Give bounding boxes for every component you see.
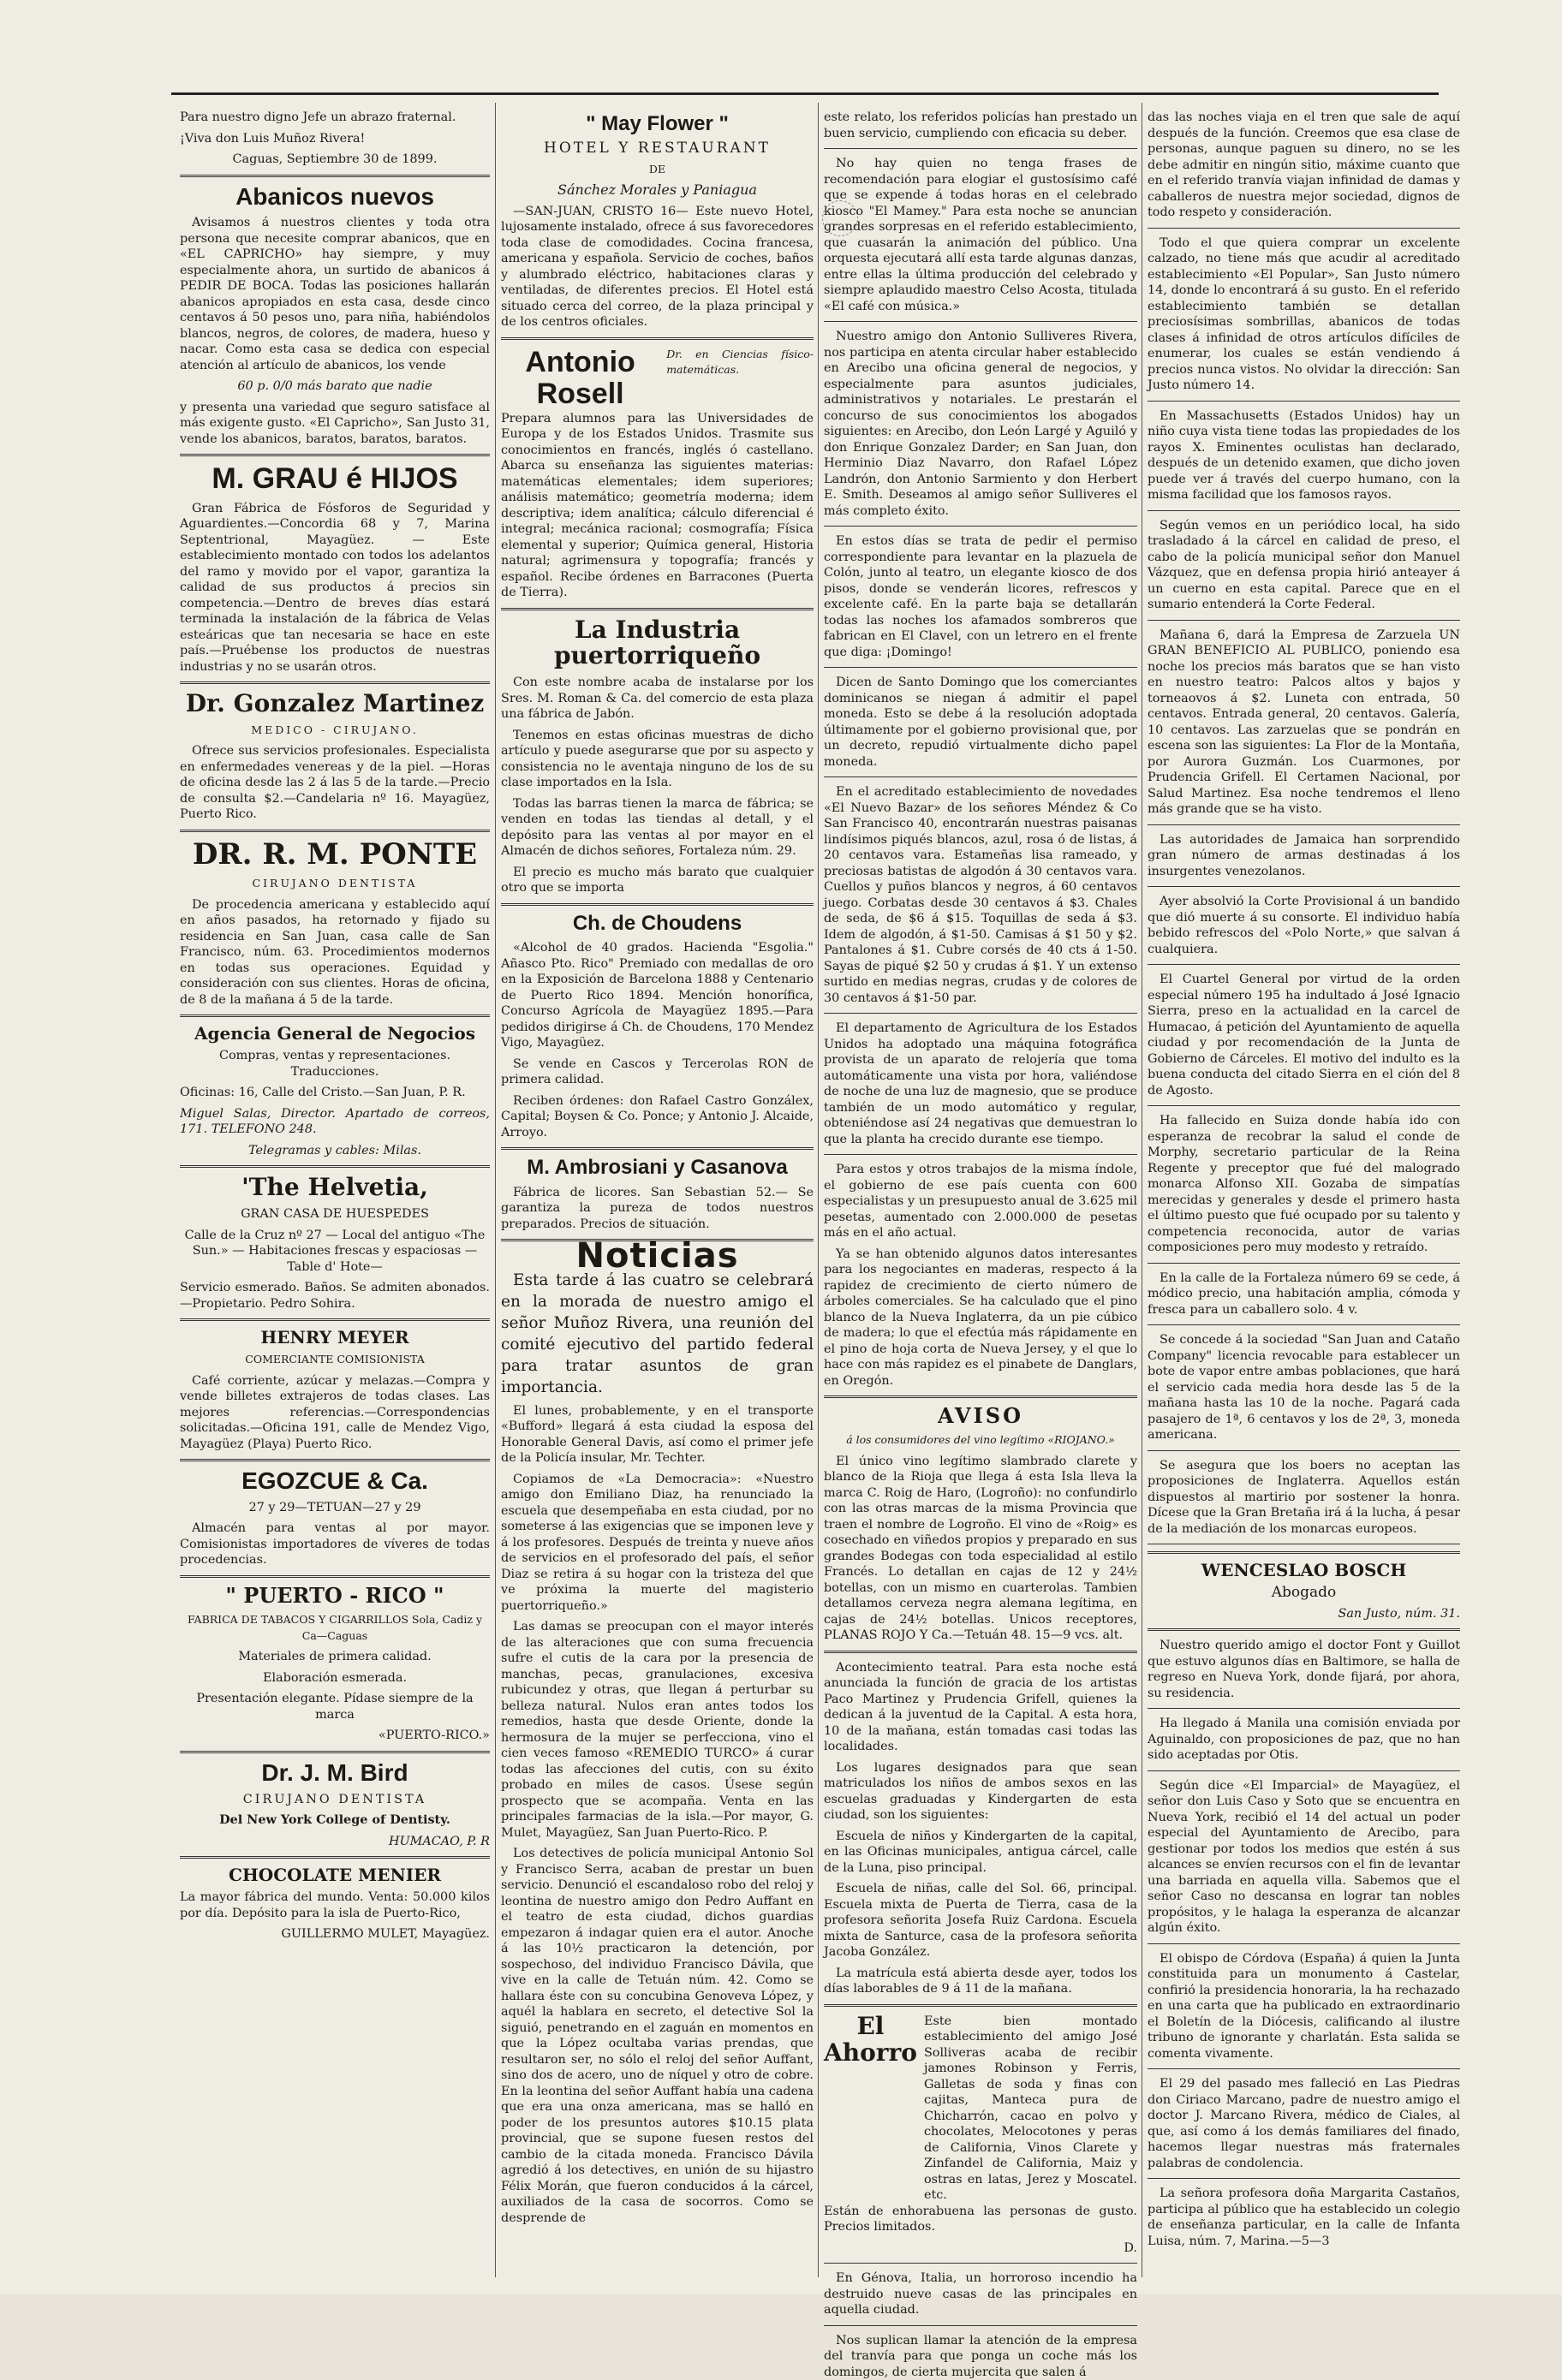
ad-body: De procedencia americana y establecido aquí en años pasados, ha retornado y fijado su residencia en San Juan, casa calle de San Francisco, núm. 63. Procedimientos modernos en todas sus operaciones. Equidad y consideración con sus clientes. Horas de oficina, de 8 de la mañana á 5 de la tarde. [180,897,490,1007]
article-body: Tenemos en estas oficinas muestras de dicho artículo y puede asegurarse que por su aspecto y consistencia no le aventaja ninguno de los de su clase importados en la Isla. [501,728,814,790]
column-rule [818,103,819,2277]
divider [824,2004,1137,2007]
column-2 [501,110,814,2267]
closing-line: Para nuestro digno Jefe un abrazo fraternal. [180,110,456,124]
ad-body: Telegramas y cables: Milas. [248,1143,421,1157]
news-item: En la calle de la Fortaleza número 69 se cede, á módico precio, una habitación amplia, cómoda y fresca para un caballero solo. 4 v. [1148,1270,1460,1317]
ad-body: El único vino legítimo slambrado clarete y blanco de la Rioja que llega á esta Isla lleva la marca C. Roig de Haro, (Logroño): no confundirlo con las otras marcas de la misma Provincia que traen el nombre de Logroño. El vino de «Roig» es cosechado en viñedos propios y preparado en sus grandes Bodegas con toda especialidad al estilo Francés. Lo detallan en cajas de 12 y 24½ botellas, con un mismo en cuarterolas. Tambien detallamos cerveza negra alemana legítima, en cajas de 24½ botellas. Unicos receptores, PLANAS ROJO Y Ca.—Tetuán 48. 15—9 vcs. alt. [824,1454,1137,1643]
divider [180,454,490,456]
ad-body: Calle de la Cruz nº 27 — Local del antiguo «The Sun.» — Habitaciones frescas y espaciosas — Table d' Hote— [184,1228,486,1274]
divider [824,321,1137,322]
news-item: En Massachusetts (Estados Unidos) hay un niño cuya vista tiene todas las propiedades de los rayos X. Eminentes oculistas han declarado, después de un detenido examen, que dicho joven puede ver á través del cuerpo humano, con la misma facilidad que los famosos rayos. [1148,408,1460,502]
ad-body: y presenta una variedad que seguro satisface al más exigente gusto. «El Capricho», San Justo 31, vende los abanicos, baratos, baratos, baratos. [180,400,490,446]
news-item: Según dice «El Imparcial» de Mayagüez, el señor don Luis Caso y Soto que se encuentra en Nueva York, recibió el 14 del actual un poder especial del Ayuntamiento de Arecibo, para gestionar por todos los medios que estén á sus alcances se envíen recursos con el fin de levantar una barriada en aquella villa. Sabemos que el señor Caso no descansa en lograr tan nobles propósitos, y le halaga la esperanza de alcanzar algún éxito. [1148,1778,1460,1935]
ad-body: La mayor fábrica del mundo. Venta: 50.000 kilos por día. Depósito para la isla de Puerto-Rico, [180,1890,490,1920]
divider [1148,1551,1460,1554]
ad-subtitle: GRAN CASA DE HUESPEDES [241,1207,429,1222]
divider [1148,620,1460,621]
ad-body: Avisamos á nuestros clientes y toda otra persona que necesite comprar abanicos, que en «EL CAPRICHO» hay siempre, y muy especialmente ahora, un surtido de abanicos á PEDIR DE BOCA. Todas las posiciones hallarán abanicos apropiados en esta casa, desde cinco centavos á 50 pesos uno, para niña, habiéndolos blancos, negros, de colores, de madera, hueso y nacar. Como esta casa se dedica con especial atención al artículo de abanicos, los vende [180,216,490,372]
news-item: Los lugares designados para que sean matriculados los niños de ambos sexos en las escuelas graduadas y Kindergarten de esta ciudad, son los siguientes: [824,1760,1137,1823]
ad-body: Café corriente, azúcar y melazas.—Compra y vende billetes extrajeros de todas clases. Las mejores referencias.—Correspondencias solicitadas.—Oficina 191, calle de Mendez Vigo, Mayagüez (Playa) Puerto Rico. [180,1373,490,1451]
ad-heading: El Ahorro [824,2011,917,2067]
ad-heading: Abanicos nuevos [235,182,434,210]
divider [180,1575,490,1578]
news-item: Se concede á la sociedad "San Juan and Cataño Company" licencia revocable para establecer un bote de vapor entre ambas poblaciones, que hará el servicio cada media hora desde las 5 de la mañana hasta las 10 de la noche. Pagará cada pasajero de 1ª, 6 centavos y los de 2ª, 3, moneda americana. [1148,1333,1460,1442]
ad-heading: AVISO [938,1403,1023,1428]
section-heading: Noticias [575,1236,739,1276]
divider [824,1154,1137,1155]
news-item: Ayer absolvió la Corte Provisional á un bandido que dió muerte á su consorte. El individuo había bebido refrescos del «Polo Norte,» que salvan á cualquiera. [1148,895,1460,956]
column-rule [495,103,496,2277]
news-item: La matrícula está abierta desde ayer, todos los días laborables de 9 á 11 de la mañana. [824,1966,1137,1996]
divider [824,2325,1137,2326]
news-item: Escuela de niñas, calle del Sol. 66, principal. Escuela mixta de Puerta de Tierra, casa de la profesora señorita Josefa Ruiz Cardona. Escuela mixta de Santurce, casa de la profesora señorita Jacoba González. [824,1882,1137,1960]
divider [1148,1943,1460,1944]
divider [1148,1770,1460,1771]
divider [1148,2068,1460,2069]
divider [1148,1263,1460,1264]
news-item: Ha fallecido en Suiza donde había ido con esperanza de recobrar la salud el conde de Morphy, secretario particular de la Reina Regente y preceptor que fué del malogrado monarca Alfonso XII. Gozaba de simpatías merecidas y generales y desde el primero hasta el último puesto que fué ocupado por su talento y competencia reconocida, autor de varias composiciones pero muy modesto y retraído. [1148,1114,1460,1254]
news-item: En Génova, Italia, un horroroso incendio ha destruido nueve casas de las principales en aquella ciudad. [824,2271,1137,2318]
column-3 [824,110,1137,2379]
news-item: Ha llegado á Manila una comisión enviada por Aguinaldo, con proposiciones de paz, que no han sido aceptadas por Otis. [1148,1717,1460,1762]
ad-subtitle: Abogado [1271,1584,1337,1601]
ad-body: «Alcohol de 40 grados. Hacienda "Esgolia." Añasco Pto. Rico" Premiado con medallas de oro en la Exposición de Barcelona 1888 y Centenario de Puerto Rico 1894. Mención honorífica, Concurso Agrícola de Mayagüez 1895.—Para pedidos dirigirse á Ch. de Choudens, 170 Mendez Vigo, Mayagüez. [501,941,814,1050]
ad-heading: HENRY MEYER [260,1327,409,1348]
divider [1148,1450,1460,1451]
news-item: El 29 del pasado mes falleció en Las Piedras don Ciriaco Marcano, padre de nuestro amigo el doctor J. Marcano Rivera, médico de Ciales, al que, así como á los demás familiares del finado, hacemos llegar nuestras más fraternales palabras de condolencia. [1148,2077,1460,2170]
ad-heading: Agencia General de Negocios [194,1023,475,1044]
divider [180,830,490,832]
news-item: La señora profesora doña Margarita Castaños, participa al público que ha establecido un colegio de enseñanza particular, en la calle de Infanta Luisa, núm. 7, Marina.—5—3 [1148,2187,1460,2248]
ad-body: Presentación elegante. Pídase siempre de la marca [196,1692,474,1722]
news-item: Mañana 6, dará la Empresa de Zarzuela UN GRAN BENEFICIO AL PUBLICO, poniendo esa noche los precios más baratos que se han visto en nuestro teatro: Palcos altos y bajos y torneaovos á $2. Luneta con entrada, 50 centavos. Entrada general, 20 centavos. Galería, 10 centavos. Las zarzuelas que se pondrán en escena son las siguientes: La Flor de la Montaña, por Aurora Guzmán. Los Cuarmones, por Prudencia Grifell. El Certamen Nacional, por Salud Martinez. Esa noche tendremos el lleno más grande que se ha visto. [1148,628,1460,816]
dateline: Caguas, Septiembre 30 de 1899. [232,152,438,166]
column-4 [1148,110,1460,2267]
divider [1148,1105,1460,1106]
ad-heading: M. GRAU é HIJOS [212,462,458,496]
news-item: Nuestro querido amigo el doctor Font y Guillot que estuvo algunos días en Baltimore, se halla de regreso en Nueva York, donde fijará, por ahora, su residencia. [1148,1639,1460,1700]
ad-body: HUMACAO, P. R [388,1834,490,1848]
ad-subtitle: Sánchez Morales y Paniagua [557,181,757,199]
news-item: Acontecimiento teatral. Para esta noche está anunciada la función de gracia de los artistas Paco Martinez y Prudencia Grifell, quienes la dedican á la juventud de la Capital. A esta hora, 10 de la mañana, están tomadas casi todas las localidades. [824,1660,1137,1754]
divider [180,1459,490,1461]
divider [180,1751,490,1753]
ad-body: Elaboración esmerada. [262,1670,408,1685]
divider [1148,2178,1460,2179]
ad-body: Ofrece sus servicios profesionales. Especialista en enfermedades venereas y de la piel. —Horas de oficina desde las 2 á las 5 de la tarde.—Precio de consulta $2.—Candelaria nº 16. Mayagüez, Puerto Rico. [180,744,490,822]
column-1 [180,110,490,2267]
news-item: Todo el que quiera comprar un excelente calzado, no tiene más que acudir al acreditado establecimiento «El Popular», San Justo número 14, donde lo encontrará á su gusto. En el referido establecimiento también se detallan preciosísimas sombrillas, abanicos de todas clases á infinidad de otros artículos difíciles de enumerar, los cuales se están vendiendo á precios nunca vistos. No olvidar la dirección: San Justo número 14. [1148,235,1460,392]
news-item: No hay quien no tenga frases de recomendación para elogiar el gustosísimo café que se expende á todas horas en el celebrado kiosco "El Mamey." Para esta noche se anuncian grandes sorpresas en el referido establecimiento, que cuasarán la animación del público. Una orquesta ejecutará allí esta tarde algunas danzas, entre ellas la última producción del celebrado y siempre aplaudido maestro Celso Acosta, titulada «El café con música.» [824,157,1137,313]
news-item: Según vemos en un periódico local, ha sido trasladado á la cárcel en calidad de preso, el cabo de la policía municipal señor don Manuel Vázquez, que en defensa propia hirió anteayer á un cuerno en esta capital. Parece que en el sumario entenderá la Corte Federal. [1148,518,1460,611]
divider [180,1318,490,1321]
news-item: Copiamos de «La Democracia»: «Nuestro amigo don Emiliano Diaz, ha renunciado la escuela que desempeñaba en esta ciudad, por no someterse á las exigencias que se imponen leve y á los profesores. Después de treinta y nueve años de servicios en el profesorado del país, el señor Diaz se retira á su hogar con la tristeza del que ve próxima la muerte del magisterio puertorriqueño.» [501,1472,814,1613]
ad-heading: CHOCOLATE MENIER [228,1865,442,1886]
divider [824,148,1137,149]
divider [180,1856,490,1859]
news-item: El departamento de Agricultura de los Estados Unidos ha adoptado una máquina fotográfica provista de un aparato de relojería que toma automáticamente una vista por hora, valiéndose de noche de una luz de magnesio, que se produce también de un modo automático y regular, obteniéndose así 24 negativas que demuestran lo que la planta ha crecido durante ese tiempo. [824,1021,1137,1146]
ad-subtitle: MEDICO - CIRUJANO. [251,723,419,736]
divider [824,667,1137,668]
ad-subtitle: Dr. en Ciencias físico-matemáticas. [666,347,814,377]
ad-subtitle: CIRUJANO DENTISTA [252,877,418,890]
divider [1148,510,1460,511]
ad-body: Gran Fábrica de Fósforos de Seguridad y Aguardientes.—Concordia 68 y 7, Marina Septentrional, Mayagüez. — Este establecimiento montado con todos los adelantos del ramo y movido por el vapor, garantiza la calidad de sus productos á precios sin competencia.—Dentro de breves días estará terminada la instalación de la fábrica de Velas esteáricas que tan necesaria se hace en este país.—Pruébense los productos de nuestras industrias y no se usarán otros. [180,501,490,674]
news-item: Escuela de niños y Kindergarten de la capital, en las Oficinas municipales, antigua cárcel, calle de la Luna, piso principal. [824,1829,1137,1875]
divider [1148,1324,1460,1325]
ad-body: Están de enhorabuena las personas de gusto. Precios limitados. [824,2204,1137,2234]
news-item: Nuestro amigo don Antonio Sulliveres Rivera, nos participa en atenta circular haber establecido en Arecibo una oficina general de negocios, y especialmente para asuntos judiciales, administrativos y notariales. Le prestarán el concurso de sus conocimientos los abogados siguientes: en Arecibo, don León Largé y Aguiló y don Enrique Gonzalez Darder; en San Juan, don Herminio Diaz Navarro, don Rafael López Landrón, don Antonio Sarmiento y don Herbert E. Smith. Deseamos al amigo señor Sulliveres el más completo éxito. [824,330,1137,518]
ad-body: «PUERTO-RICO.» [378,1728,490,1743]
ad-body: Prepara alumnos para las Universidades de Europa y de los Estados Unidos. Trasmite sus conocimientos en francés, inglés ó castellano. Abarca su enseñanza las siguientes materias: matemáticas elementales; idem superiores; análisis matemático; geometría moderna; idem descriptiva; idem analítica; cálculo diferencial é integral; mecánica racional; cosmografía; Física elemental y superior; Química general, Historia natural; agrimensura y topografía; francés y español. Recibe órdenes en Barracones (Puerta de Tierra). [501,411,814,600]
ad-heading: EGOZCUE & Ca. [241,1467,428,1495]
news-item: este relato, los referidos policías han prestado un buen servicio, cumpliendo con eficacia su deber. [824,110,1137,140]
ad-body: Este bien montado establecimiento del amigo José Solliveras acaba de recibir jamones Robinson y Ferris, Galletas de soda y finas con cajitas, Manteca pura de Chicharrón, cacao en polvo y chocolates, Melocotones y peras de California, Vinos Clarete y Zinfandel de California, Maiz y ostras en latas, Jerez y Moscatel. etc. [923,2014,1137,2203]
news-item: das las noches viaja en el tren que sale de aquí después de la función. Creemos que esa clase de personas, aunque paguen su dinero, no se les debe admitir en ningún sitio, máxime cuanto que en el referido tranvía viajan infinidad de damas y caballeros de nuestra mejor sociedad, dignos de todo respeto y consideración. [1148,110,1460,219]
divider [1148,401,1460,402]
ad-body: GUILLERMO MULET, Mayagüez. [281,1927,490,1942]
article-body: El precio es mucho más barato que cualquier otro que se importa [501,865,814,895]
ad-heading: Ch. de Choudens [572,911,742,935]
ad-body: —SAN-JUAN, CRISTO 16— Este nuevo Hotel, lujosamente instalado, ofrece á sus favorecedores toda clase de comodidades. Cocina francesa, americana y española. Servicio de coches, baños y alumbrado eléctrico, habitaciones claras y ventiladas, de diferentes precios. El Hotel está situado cerca del correo, de la plaza principal y de los centros oficiales. [501,204,814,330]
ad-subtitle: á los consumidores del vino legítimo «RIOJANO.» [846,1433,1115,1447]
ad-heading: " May Flower " [586,112,729,135]
ad-subtitle: CIRUJANO DENTISTA [242,1792,427,1806]
ad-heading: Dr. Gonzalez Martinez [185,689,485,718]
ad-body: Miguel Salas, Director. Apartado de correos, 171. TELEFONO 248. [180,1106,490,1137]
news-item: En el acreditado establecimiento de novedades «El Nuevo Bazar» de los señores Méndez & Co San Francisco 40, encontrarán nuestras paisanas lindísimos piqués blancos, azul, rosa ó de listas, á 20 centavos vara. Estameñas lisa rameado, y preciosas batistas de algodón á 30 centavos vara. Cuellos y puños blancos y negros, á 60 centavos juego. Corbatas desde 30 centavos á $3. Chales de seda, de $6 á $15. Toquillas de seda á $3. Idem de algodón, á $1-50. Camisas á $1 50 y $2. Pantalones á $1. Cubre corsés de 40 cts á 1-50. Sayas de piqué $2 50 y crudas á $1. Y un extenso surtido en medias negras, crudas y de colores de 30 centavos á $1-50 par. [824,785,1137,1005]
news-item: El obispo de Córdova (España) á quien la Junta constituida para un monumento á Castelar, confirió la presidencia honoraria, la ha rechazado en una carta que ha publicado en extraordinario el Boletín de la Diócesis, calificando al ilustre tribuno de ignorante y charlatán. Esta salida se comenta vivamente. [1148,1951,1460,2061]
ad-subtitle: DE [648,162,666,176]
ad-heading: WENCESLAO BOSCH [1201,1560,1407,1580]
divider [824,1651,1137,1653]
divider [1148,228,1460,229]
divider [501,608,814,610]
ad-subtitle: FABRICA DE TABACOS Y CIGARRILLOS Sola, Cadiz y Ca—Caguas [187,1613,483,1642]
top-rule [171,92,1439,95]
news-item: El Cuartel General por virtud de la orden especial número 195 ha indultado á José Ignacio Sierra, preso en la actualidad en la carcel de Humacao, á petición del Ayuntamiento de aquella ciudad y por recomendación de la Junta de Gobierno de Cárceles. El motivo del indulto es la buena conducta del citado Sierra en el ción del 8 de Agosto. [1148,973,1460,1098]
divider [1148,1708,1460,1709]
ad-body: San Justo, núm. 31. [1338,1606,1460,1621]
divider [501,903,814,906]
divider [1148,964,1460,965]
news-item: Ya se han obtenido algunos datos interesantes para los negociantes en maderas, respecto á la rapidez de crecimiento de cierto número de árboles comerciales. Se ha calculado que el pino blanco de la Nueva Inglaterra, da un pie cúbico de madera; lo que el efectúa más rápidamente en el pino de hoja corta de Nueva Jersey, y el que lo hace con más rapidez es el pinabete de Danglars, en Oregón. [824,1247,1137,1388]
ad-heading: DR. R. M. PONTE [192,836,478,872]
news-item: Para estos y otros trabajos de la misma índole, el gobierno de ese país cuenta con 600 especialistas y un presupuesto anual de 3.625 mil pesetas, aumentado con 2.000.000 de pesetas más en el año actual. [824,1163,1137,1240]
ad-body: Del New York College of Dentisty. [219,1812,450,1828]
divider [824,2263,1137,2264]
news-item: Dicen de Santo Domingo que los comerciantes dominicanos se niegan á admitir el papel moneda. Esto se debe á la resolución adoptada últimamente por el gobierno provisional que, por un decreto, repudió virtualmente dicho papel moneda. [824,675,1137,769]
ad-slogan: 60 p. 0/0 más barato que nadie [237,379,432,394]
divider [501,337,814,340]
ad-body: Servicio esmerado. Baños. Se admiten abonados.—Propietario. Pedro Sohira. [180,1281,490,1311]
news-item: El lunes, probablemente, y en el transporte «Bufford» llegará á esta ciudad la esposa del Honorable General Davis, así como el primer jefe de la Policía insular, Mr. Techter. [501,1403,814,1466]
ad-body: Fábrica de licores. San Sebastian 52.— Se garantiza la pureza de todos nuestros preparados. Precios de situación. [501,1185,814,1231]
divider [180,1165,490,1168]
ad-heading-row [501,347,814,411]
news-item: Las autoridades de Jamaica han sorprendido gran número de armas destinadas á los insurgentes venezolanos. [1148,832,1460,878]
ad-heading: 'The Helvetia, [241,1173,428,1202]
ad-body: Almacén para ventas al por mayor. Comisionistas importadores de víveres de todas procedencias. [180,1521,490,1568]
ad-body: D. [1124,2240,1137,2255]
ad-body: Reciben órdenes: don Rafael Castro Gonzálex, Capital; Boysen & Co. Ponce; y Antonio J. Alcaide, Arroyo. [501,1093,814,1139]
article-body: Todas las barras tienen la marca de fábrica; se venden en todas las tiendas al detall, y el depósito para las ventas al por mayor en el Almacén de dichos señores, Fortaleza núm. 29. [501,796,814,859]
news-item: En estos días se trata de pedir el permiso correspondiente para levantar en la plazuela de Colón, junto al teatro, un elegante kiosco de dos pisos, donde se venderán licores, refrescos y excelente café. En la parte baja se detallarán todas las noches los afamados sombreros que fabrican en El Clavel, con un letrero en el frente que diga: ¡Domingo! [824,534,1137,659]
divider [180,175,490,177]
divider [824,776,1137,777]
ad-body: Oficinas: 16, Calle del Cristo.—San Juan, P. R. [180,1086,466,1100]
news-item: Nos suplican llamar la atención de la empresa del tranvía para que ponga un coche más los domingos, de cierta mujercita que salen á [824,2333,1137,2379]
divider [180,1014,490,1017]
ad-heading: " PUERTO - RICO " [225,1582,444,1608]
divider [180,681,490,684]
news-item: Las damas se preocupan con el mayor interés de las alteraciones que con suma frecuencia sufre el cutis de la cara por la presencia de manchas, pecas, granulaciones, excesiva rubicundez y otras, que llegan á perturbar su belleza natural. Nulos eran antes todos los remedios, hasta que desde Oriente, donde la hermosura de la mujer se perfecciona, vino el cien veces famoso «REMEDIO TURCO» á curar todas las afecciones del cutis, con su éxito probado en miles de casos. Úsese según prospecto que se acompaña. Venta en las principales farmacias de la isla.—Por mayor, G. Mulet, Mayagüez, San Juan Puerto-Rico. P. [501,1620,814,1840]
divider [824,1395,1137,1398]
ad-subtitle: 27 y 29—TETUAN—27 y 29 [248,1500,421,1514]
divider [1148,824,1460,825]
ad-body: Materiales de primera calidad. [238,1650,432,1664]
divider [824,526,1137,527]
ad-heading: M. Ambrosiani y Casanova [527,1156,788,1180]
closing-line: ¡Viva don Luis Muñoz Rivera! [180,131,366,146]
ad-heading: Dr. J. M. Bird [261,1758,408,1786]
ad-subtitle: COMERCIANTE COMISIONISTA [245,1353,425,1366]
divider [824,1013,1137,1014]
ad-heading-row [824,2011,1137,2204]
article-heading: La Industria puertorriqueño [553,615,761,670]
ad-body: Se vende en Cascos y Tercerolas RON de primera calidad. [501,1056,814,1087]
article-body: Con este nombre acaba de instalarse por los Sres. M. Roman & Ca. del comercio de esta plaza una fábrica de Jabón. [501,675,814,722]
ad-heading: Antonio Rosell [525,345,635,411]
ad-subtitle: HOTEL Y RESTAURANT [544,140,771,158]
news-lead: Esta tarde á las cuatro se celebrará en la morada de nuestro amigo el señor Muñoz Rivera, una reunión del comité ejecutivo del partido federal para tratar asuntos de gran importancia. [501,1270,814,1396]
ad-subtitle: Compras, ventas y representaciones. Traducciones. [218,1049,451,1079]
divider [1148,886,1460,887]
divider [501,1147,814,1150]
divider [1148,1628,1460,1631]
news-item: Los detectives de policía municipal Antonio Sol y Francisco Serra, acaban de prestar un buen servicio. Denunció el escandaloso robo del reloj y leontina de nuestro amigo don Pedro Auffant en el teatro de esta ciudad, dichos guardias empezaron á indagar quien era el autor. Anoche á las 10½ practicaron la detención, por sospechoso, del individuo Francisco Dávila, que vive en la calle de Tetuán núm. 42. Como se hallara éste con su concubina Genoveva López, y aquél la hablara en secreto, el detective Sol la siguió, penetrando en el zaguán en momentos en que la López ocultaba varias prendas, que resultaron ser, no sólo el reloj del señor Auffant, sino dos de acero, uno de níquel y otro de cobre. En la leontina del señor Auffant había una cadena que era una onza americana, mas se halló en poder de los presuntos autores $10.15 plata provincial, que se supone fuesen restos del cambio de la citada moneda. Francisco Dávila agredió á los detectives, en unión de su hijastro Félix Morán, que fueron conducidos á la cárcel, auxiliados de la casa de socorros. Como se desprende de [501,1847,814,2225]
news-item: Se asegura que los boers no aceptan las proposiciones de Inglaterra. Aquellos están dispuestos al martirio por sostener la honra. Dícese que la Gran Bretaña irá á la lucha, á pesar de la mediación de los monarcas europeos. [1148,1458,1460,1536]
